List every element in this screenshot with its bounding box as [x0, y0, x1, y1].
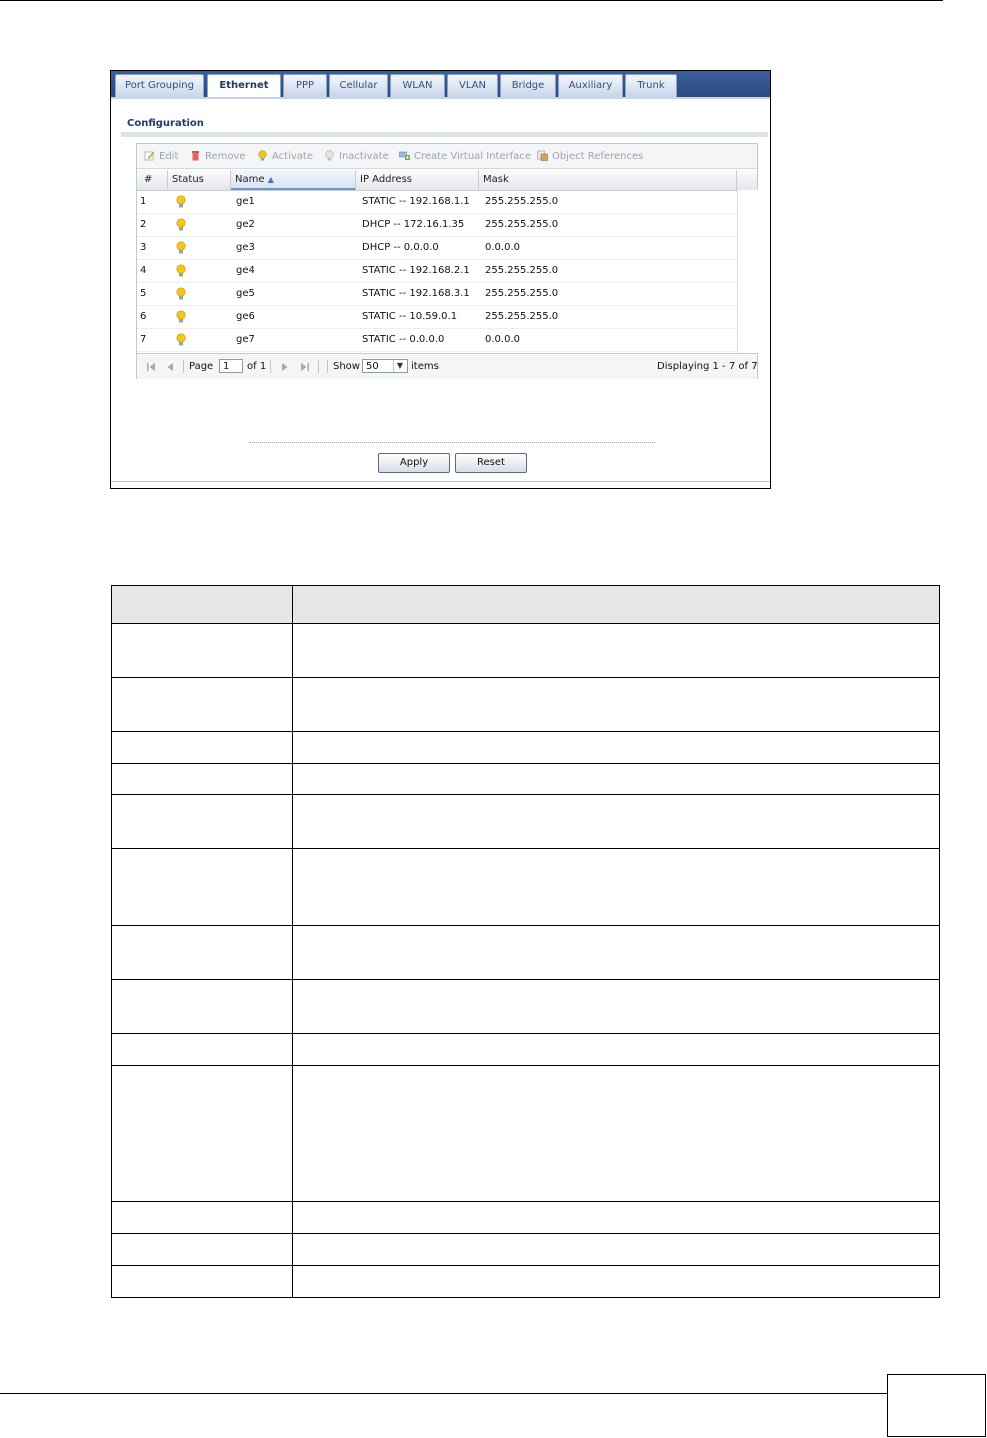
bulb-off-icon — [324, 150, 335, 161]
row-name: ge3 — [236, 242, 255, 253]
section-title: Configuration — [127, 118, 204, 129]
row-num: 5 — [140, 288, 147, 299]
tab-ppp[interactable]: PPP — [283, 74, 327, 97]
row-name: ge7 — [236, 334, 255, 345]
table-row — [112, 795, 940, 849]
apply-button[interactable]: Apply — [378, 453, 450, 473]
table-cell — [293, 586, 940, 624]
page-label: Page — [189, 361, 214, 372]
object-references-icon — [537, 150, 548, 161]
table-cell — [112, 678, 293, 732]
table-cell — [112, 1034, 293, 1066]
bulb-on-icon — [175, 310, 187, 324]
chevron-down-icon: ▼ — [393, 360, 406, 372]
row-mask: 255.255.255.0 — [485, 288, 559, 299]
items-per-page-value: 50 — [366, 361, 379, 372]
bulb-on-icon — [175, 333, 187, 347]
button-divider — [249, 442, 655, 443]
bulb-on-icon — [175, 264, 187, 278]
page-top-rule — [0, 0, 943, 1]
table-row — [112, 678, 940, 732]
row-name: ge2 — [236, 219, 255, 230]
show-label: Show — [333, 361, 360, 372]
tab-bridge[interactable]: Bridge — [500, 74, 556, 97]
bulb-on-icon — [175, 218, 187, 232]
table-row[interactable] — [137, 305, 737, 329]
row-mask: 0.0.0.0 — [485, 334, 520, 345]
table-cell — [112, 980, 293, 1034]
table-cell — [293, 980, 940, 1034]
row-name: ge1 — [236, 196, 255, 207]
table-row — [112, 732, 940, 764]
tab-vlan[interactable]: VLAN — [447, 74, 498, 97]
table-cell — [112, 795, 293, 849]
row-name: ge4 — [236, 265, 255, 276]
table-row — [112, 764, 940, 795]
table-cell — [112, 732, 293, 764]
row-ip-address: STATIC -- 10.59.0.1 — [362, 311, 458, 322]
table-row — [112, 926, 940, 980]
table-scrollbar[interactable] — [737, 190, 758, 353]
tab-cellular[interactable]: Cellular — [329, 74, 388, 97]
table-cell — [293, 926, 940, 980]
pager-separator — [270, 360, 271, 373]
items-label: items — [411, 361, 439, 372]
activate-label: Activate — [272, 151, 313, 162]
row-num: 6 — [140, 311, 147, 322]
bulb-on-icon — [175, 241, 187, 255]
table-row — [112, 1234, 940, 1266]
tab-trunk[interactable]: Trunk — [625, 74, 677, 97]
table-cell — [112, 1066, 293, 1202]
items-per-page-select[interactable] — [362, 359, 408, 373]
table-cell — [293, 1066, 940, 1202]
row-mask: 255.255.255.0 — [485, 219, 559, 230]
edit-button[interactable] — [144, 150, 178, 162]
inactivate-label: Inactivate — [339, 151, 389, 162]
row-num: 2 — [140, 219, 147, 230]
table-row[interactable] — [137, 328, 737, 352]
table-cell — [293, 624, 940, 678]
tab-underline — [111, 97, 770, 99]
tab-port-grouping[interactable]: Port Grouping — [115, 74, 204, 97]
remove-button[interactable] — [190, 150, 246, 162]
edit-icon — [144, 150, 155, 161]
col-num[interactable]: # — [137, 170, 168, 190]
table-row — [112, 849, 940, 926]
row-ip-address: STATIC -- 192.168.2.1 — [362, 265, 470, 276]
table-row[interactable] — [137, 259, 737, 283]
edit-label: Edit — [159, 151, 179, 162]
table-cell — [293, 1266, 940, 1298]
table-row — [112, 1266, 940, 1298]
row-ip-address: STATIC -- 192.168.3.1 — [362, 288, 470, 299]
tab-bar — [111, 71, 770, 98]
table-row[interactable] — [137, 190, 737, 214]
activate-button[interactable] — [257, 150, 313, 162]
table-cell — [293, 732, 940, 764]
row-name: ge5 — [236, 288, 255, 299]
create-virtual-interface-button[interactable] — [399, 150, 531, 162]
col-ip-address[interactable]: IP Address — [356, 170, 479, 190]
table-row[interactable] — [137, 236, 737, 260]
page-of-label: of 1 — [247, 361, 267, 372]
reset-button[interactable]: Reset — [455, 453, 527, 473]
tab-ethernet[interactable]: Ethernet — [207, 74, 281, 98]
row-num: 7 — [140, 334, 147, 345]
trash-icon — [190, 150, 201, 161]
table-row — [112, 1066, 940, 1202]
table-row — [112, 1034, 940, 1066]
bulb-on-icon — [175, 195, 187, 209]
row-ip-address: DHCP -- 0.0.0.0 — [362, 242, 439, 253]
table-cell — [112, 849, 293, 926]
table-cell — [112, 1202, 293, 1234]
table-row[interactable] — [137, 213, 737, 237]
pager-separator — [318, 360, 319, 373]
table-cell — [293, 1202, 940, 1234]
table-header — [137, 170, 757, 191]
table-cell — [112, 1266, 293, 1298]
table-toolbar — [137, 144, 757, 169]
table-row — [112, 1202, 940, 1234]
page-number-input[interactable]: 1 — [219, 359, 243, 373]
pager-separator — [327, 360, 328, 373]
create-virtual-label: Create Virtual Interface — [414, 151, 532, 162]
panel-bottom-rule — [111, 481, 770, 482]
sort-asc-icon: ▲ — [267, 175, 274, 184]
row-ip-address: STATIC -- 192.168.1.1 — [362, 196, 470, 207]
table-cell — [112, 926, 293, 980]
pagination-bar — [137, 353, 757, 379]
table-cell — [293, 1234, 940, 1266]
row-mask: 0.0.0.0 — [485, 242, 520, 253]
interface-table — [136, 143, 758, 379]
table-header-row — [112, 586, 940, 624]
row-mask: 255.255.255.0 — [485, 196, 559, 207]
table-cell — [293, 795, 940, 849]
section-divider — [121, 132, 768, 137]
row-ip-address: DHCP -- 172.16.1.35 — [362, 219, 465, 230]
row-ip-address: STATIC -- 0.0.0.0 — [362, 334, 445, 345]
col-name-label: Name — [235, 174, 265, 185]
table-cell — [293, 764, 940, 795]
last-page-icon[interactable] — [300, 362, 310, 372]
table-cell — [112, 764, 293, 795]
next-page-icon[interactable] — [280, 362, 290, 372]
page-number-box — [887, 1374, 986, 1437]
network-add-icon — [399, 150, 410, 161]
table-cell — [293, 678, 940, 732]
table-cell — [112, 586, 293, 624]
row-mask: 255.255.255.0 — [485, 311, 559, 322]
displaying-count: Displaying 1 - 7 of 7 — [657, 361, 758, 372]
bulb-on-icon — [175, 287, 187, 301]
row-mask: 255.255.255.0 — [485, 265, 559, 276]
page-footer-rule — [0, 1393, 887, 1394]
col-mask[interactable]: Mask — [479, 170, 737, 190]
table-cell — [293, 849, 940, 926]
row-num: 1 — [140, 196, 147, 207]
row-num: 3 — [140, 242, 147, 253]
field-description-table — [111, 585, 940, 1298]
tab-auxiliary[interactable]: Auxiliary — [558, 74, 623, 97]
tab-wlan[interactable]: WLAN — [390, 74, 445, 97]
first-page-icon[interactable] — [146, 362, 156, 372]
col-name[interactable] — [231, 170, 356, 190]
table-cell — [112, 624, 293, 678]
remove-label: Remove — [205, 151, 246, 162]
row-num: 4 — [140, 265, 147, 276]
object-references-button[interactable] — [537, 150, 643, 162]
inactivate-button[interactable] — [324, 150, 389, 162]
table-cell — [293, 1034, 940, 1066]
table-row — [112, 980, 940, 1034]
pager-separator — [183, 360, 184, 373]
prev-page-icon[interactable] — [165, 362, 175, 372]
col-status[interactable]: Status — [168, 170, 231, 190]
table-row[interactable] — [137, 282, 737, 306]
row-name: ge6 — [236, 311, 255, 322]
bulb-on-icon — [257, 150, 268, 161]
ethernet-screenshot — [110, 70, 771, 489]
table-row — [112, 624, 940, 678]
object-references-label: Object References — [552, 151, 644, 162]
table-cell — [112, 1234, 293, 1266]
